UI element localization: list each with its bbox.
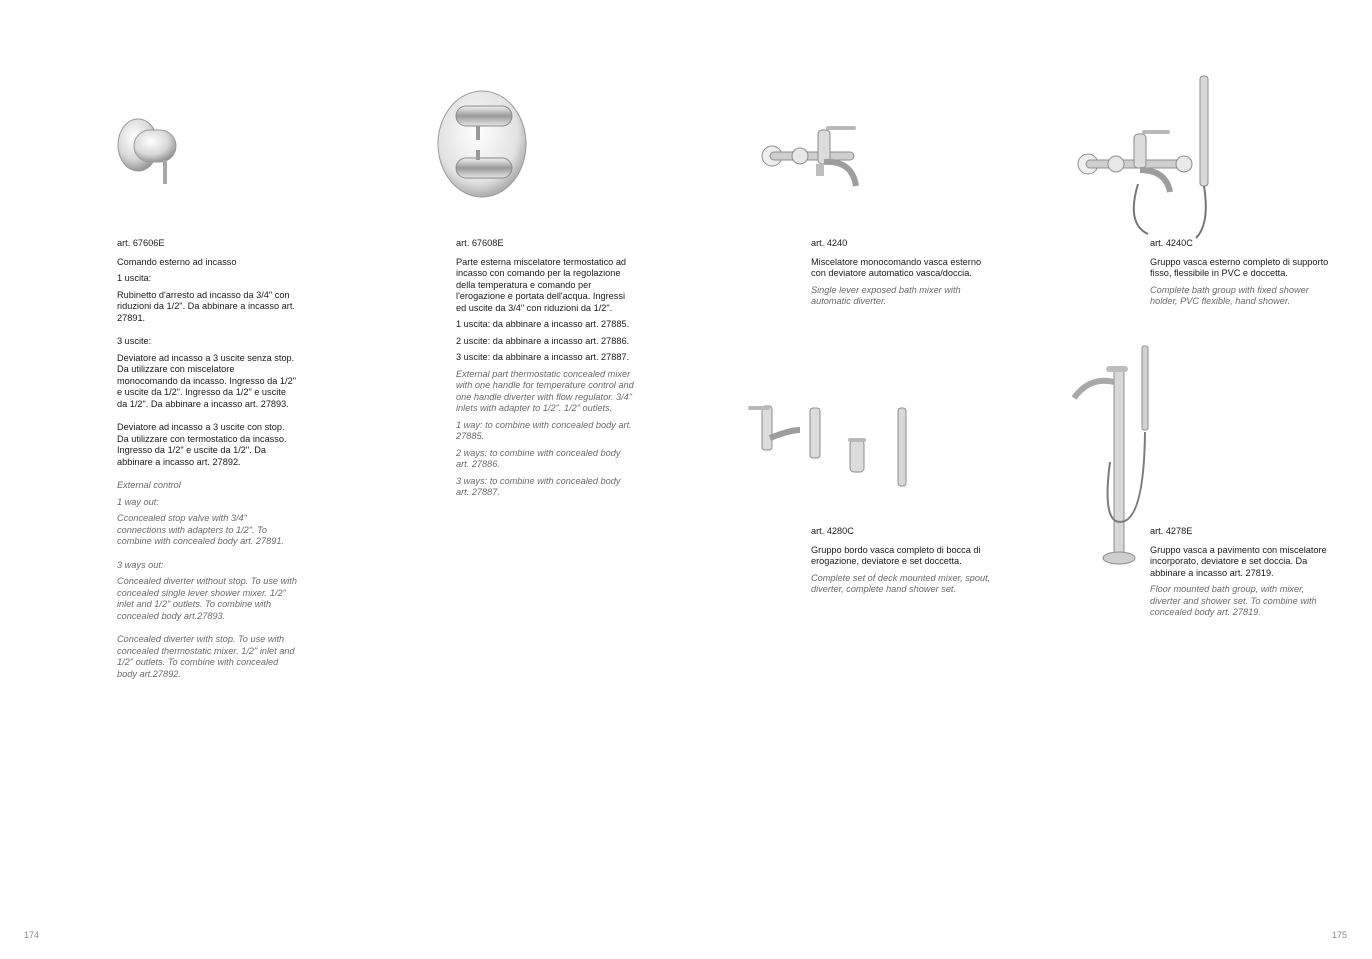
description-it: Deviatore ad incasso a 3 uscite con stop. Da utilizzare con termostatico da incasso. Ingresso da 1/2" e uscite da 1/2". Da abbinare a incasso art. 27892. bbox=[117, 422, 287, 467]
product-67608e bbox=[456, 238, 636, 504]
product-4278e bbox=[1150, 526, 1330, 624]
page-number-right: 175 bbox=[1332, 930, 1348, 940]
description-it: Parte esterna miscelatore termostatico ad incasso con comando per la regolazione della temperatura e comando per l'erogazione e portata dell'acqua. Ingressi ed uscite da 3/4" con riduzioni da 1/2". bbox=[456, 256, 627, 313]
description-it: Miscelatore monocomando vasca esterno con deviatore automatico vasca/doccia. bbox=[811, 256, 982, 278]
product-image-4240 bbox=[760, 122, 864, 194]
outlet-line: 3 uscite: da abbinare a incasso art. 27887. bbox=[456, 352, 630, 362]
article-number: art. 4278E bbox=[1150, 526, 1193, 536]
article-number: art. 4240C bbox=[1150, 238, 1193, 248]
description-en: Cconcealed stop valve with 3/4" connections with adapters to 1/2". To combine with concealed body art. 27891. bbox=[117, 513, 285, 546]
english-outlet-label: 3 ways out: bbox=[117, 559, 164, 570]
product-4240 bbox=[811, 238, 987, 313]
product-image-4280c bbox=[744, 400, 924, 492]
description-en: External part thermostatic concealed mixer with one handle for temperature control and one handle diverter with flow regulator. 3/4" inlets with adapter to 1/2". 1/2" outlets. bbox=[456, 368, 634, 413]
outlet-label: 1 uscita: bbox=[117, 273, 152, 283]
article-number: art. 67606E bbox=[117, 238, 165, 248]
article-number: art. 4280C bbox=[811, 526, 854, 536]
description-en: Concealed diverter without stop. To use with concealed single lever shower mixer. 1/2" inlet and 1/2" outlets. To combine with concealed body art.27893. bbox=[117, 576, 297, 621]
english-outlet-line: 2 ways: to combine with concealed body art. 27886. bbox=[456, 447, 621, 469]
product-title: Comando esterno ad incasso bbox=[117, 256, 237, 267]
description-it: Gruppo vasca a pavimento con miscelatore incorporato, deviatore e set doccia. Da abbinare a incasso art. 27819. bbox=[1150, 544, 1327, 578]
outlet-line: 1 uscita: da abbinare a incasso art. 27885. bbox=[456, 319, 630, 329]
outlet-label: 3 uscite: bbox=[117, 336, 152, 346]
article-number: art. 67608E bbox=[456, 238, 504, 248]
english-outlet-line: 3 ways: to combine with concealed body art. 27887. bbox=[456, 475, 621, 497]
description-it: Rubinetto d'arresto ad incasso da 3/4" con riduzioni da 1/2". Da abbinare a incasso art. 27891. bbox=[117, 289, 295, 323]
description-en: Single lever exposed bath mixer with automatic diverter. bbox=[811, 284, 961, 306]
product-image-67606e bbox=[108, 112, 188, 192]
product-4240c bbox=[1150, 238, 1330, 313]
description-it: Gruppo bordo vasca completo di bocca di erogazione, deviatore e set doccetta. bbox=[811, 544, 981, 566]
description-en: Concealed diverter with stop. To use with concealed thermostatic mixer. 1/2" inlet and 1/2" outlets. To combine with concealed body art.27892. bbox=[117, 634, 295, 679]
description-en: Complete bath group with fixed shower holder, PVC flexible, hand shower. bbox=[1150, 284, 1309, 306]
product-image-67608e bbox=[436, 88, 528, 200]
outlet-line: 2 uscite: da abbinare a incasso art. 27886. bbox=[456, 335, 630, 346]
description-en: Floor mounted bath group, with mixer, diverter and shower set. To combine with concealed body art. 27819. bbox=[1150, 584, 1317, 617]
product-4280c bbox=[811, 526, 991, 601]
description-it: Gruppo vasca esterno completo di supporto fisso, flessibile in PVC e doccetta. bbox=[1150, 256, 1329, 278]
english-outlet-label: 1 way out: bbox=[117, 496, 159, 507]
description-en: Complete set of deck mounted mixer, spout, diverter, complete hand shower set. bbox=[811, 572, 991, 594]
product-image-4240c bbox=[1076, 74, 1220, 240]
product-67606e bbox=[117, 238, 297, 685]
article-number: art. 4240 bbox=[811, 238, 848, 248]
description-it: Deviatore ad incasso a 3 uscite senza stop. Da utilizzare con miscelatore monocomando da incasso. Ingresso da 1/2" e uscite da 1/2". Ingresso da 1/2" e uscite da 1/2". Da abbinare a incasso art. 27893. bbox=[117, 352, 296, 409]
english-title: External control bbox=[117, 480, 181, 490]
page-number-left: 174 bbox=[24, 930, 40, 940]
english-outlet-line: 1 way: to combine with concealed body art. 27885. bbox=[456, 419, 632, 441]
